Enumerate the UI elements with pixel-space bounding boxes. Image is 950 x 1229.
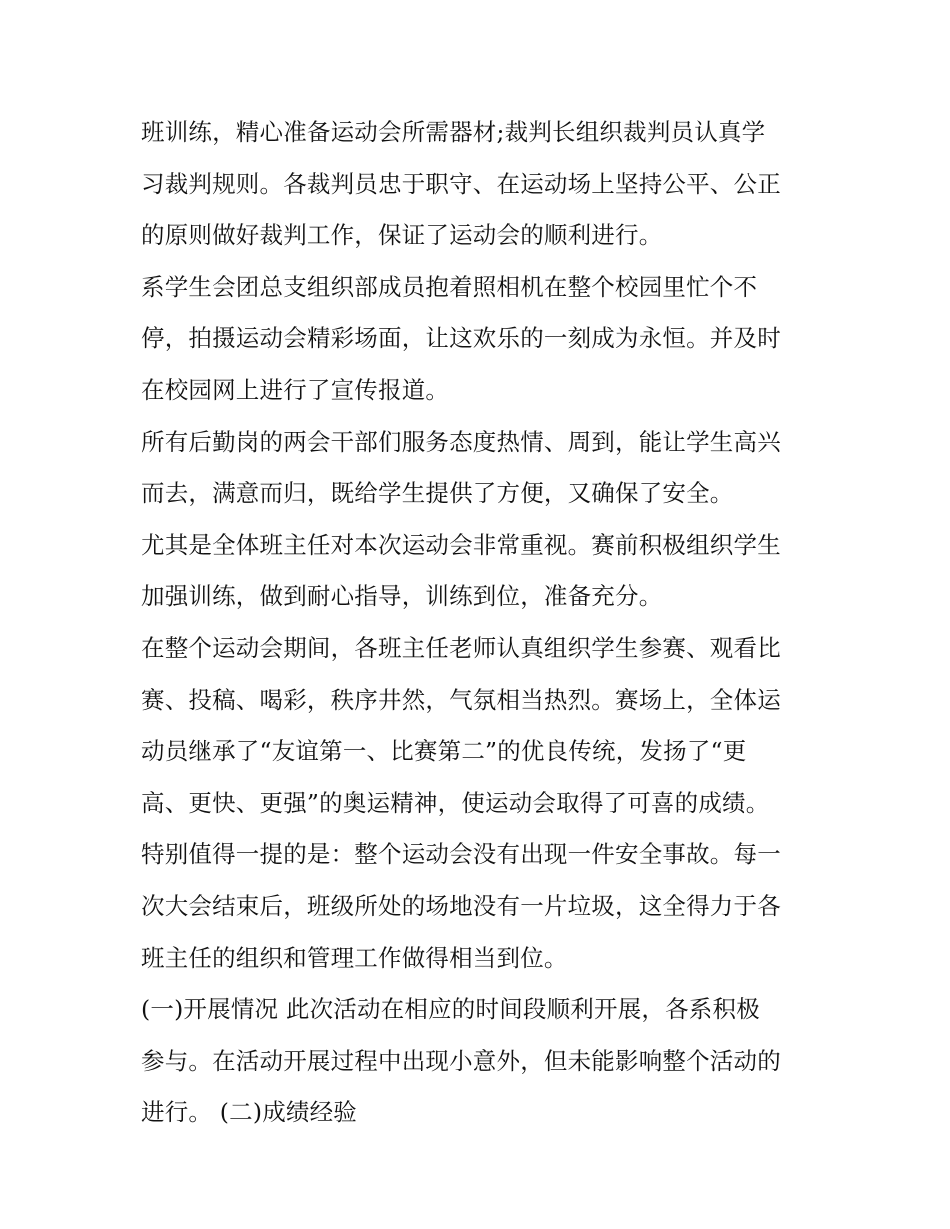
text-line: 进行。 (二)成绩经验 [141,1098,358,1127]
text-line: 而去，满意而归，既给学生提供了方便，又确保了安全。 [141,479,734,508]
text-line: 尤其是全体班主任对本次运动会非常重视。赛前积极组织学生 [141,530,781,559]
text-line: 特别值得一提的是：整个运动会没有出现一件安全事故。每一 [141,840,781,869]
text-line: 习裁判规则。各裁判员忠于职守、在运动场上坚持公平、公正 [141,169,781,198]
text-line: 高、更快、更强”的奥运精神，使运动会取得了可喜的成绩。 [141,788,770,817]
body-text [141,112,831,1144]
text-line: 加强训练，做到耐心指导，训练到位，准备充分。 [141,582,663,611]
text-line: (一)开展情况 此次活动在相应的时间段顺利开展，各系积极 [141,995,760,1024]
text-line: 班训练，精心准备运动会所需器材;裁判长组织裁判员认真学 [141,118,766,146]
text-line: 的原则做好裁判工作，保证了运动会的顺利进行。 [141,221,663,250]
text-line: 班主任的组织和管理工作做得相当到位。 [141,943,568,972]
text-line: 停，拍摄运动会精彩场面，让这欢乐的一刻成为永恒。并及时 [141,324,781,353]
text-line: 参与。在活动开展过程中出现小意外，但未能影响整个活动的 [141,1046,781,1075]
text-line: 次大会结束后，班级所处的场地没有一片垃圾，这全得力于各 [141,891,781,920]
text-line: 系学生会团总支组织部成员抱着照相机在整个校园里忙个不 [141,272,758,301]
text-line: 动员继承了“友谊第一、比赛第二”的优良传统，发扬了“更 [141,737,747,766]
text-line: 在校园网上进行了宣传报道。 [141,375,450,404]
text-line: 赛、投稿、喝彩，秩序井然，气氛相当热烈。赛场上，全体运 [141,685,781,714]
text-line: 在整个运动会期间，各班主任老师认真组织学生参赛、观看比 [141,633,781,662]
text-line: 所有后勤岗的两会干部们服务态度热情、周到，能让学生高兴 [141,427,781,456]
